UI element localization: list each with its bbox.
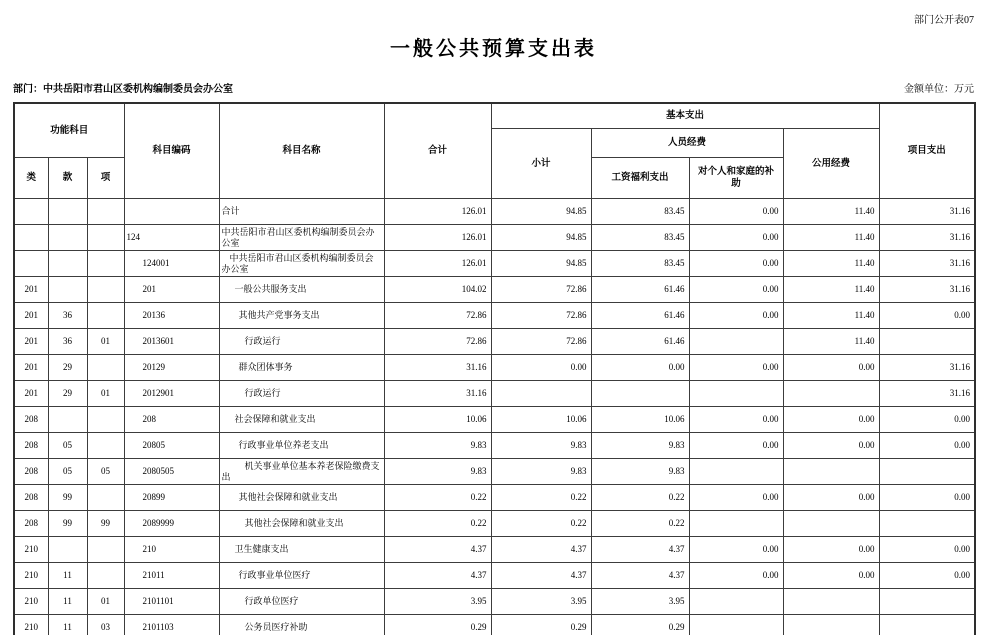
- family-subsidy-cell: [689, 381, 783, 407]
- total-cell: 126.01: [384, 225, 491, 251]
- total-cell: 0.22: [384, 485, 491, 511]
- subject-name-cell: 公务员医疗补助: [219, 615, 384, 635]
- subject-code-cell: 124001: [124, 251, 219, 277]
- salary-welfare-cell: 4.37: [591, 537, 689, 563]
- table-row: [14, 589, 975, 615]
- salary-welfare-cell: 9.83: [591, 433, 689, 459]
- table-header: [14, 103, 975, 199]
- basic-subtotal-cell: 72.86: [491, 303, 591, 329]
- public-funds-cell: 0.00: [783, 537, 879, 563]
- header-basic-expenditure: 基本支出: [491, 103, 879, 129]
- category-cell: 201: [14, 303, 48, 329]
- header-salary-welfare: 工资福利支出: [591, 158, 689, 199]
- item-cell: [87, 225, 124, 251]
- family-subsidy-cell: 0.00: [689, 251, 783, 277]
- page-title: 一般公共预算支出表: [390, 38, 597, 60]
- table-row: [14, 303, 975, 329]
- table-row: [14, 329, 975, 355]
- total-cell: 126.01: [384, 251, 491, 277]
- public-funds-cell: 0.00: [783, 485, 879, 511]
- subject-name-cell: 行政运行: [219, 329, 384, 355]
- public-funds-cell: 11.40: [783, 199, 879, 225]
- table-row: [14, 459, 975, 485]
- subject-name-cell: 行政运行: [219, 381, 384, 407]
- section-cell: [48, 199, 87, 225]
- department-label: 部门：中共岳阳市君山区委机构编制委员会办公室: [13, 84, 233, 95]
- table-row: [14, 511, 975, 537]
- total-cell: 31.16: [384, 381, 491, 407]
- category-cell: [14, 251, 48, 277]
- project-expenditure-cell: [879, 615, 975, 635]
- project-expenditure-cell: 0.00: [879, 563, 975, 589]
- item-cell: [87, 277, 124, 303]
- header-subject-code: 科目编码: [124, 103, 219, 199]
- salary-welfare-cell: 3.95: [591, 589, 689, 615]
- amount-unit-label: 金额单位：万元: [904, 84, 974, 95]
- document-content: [13, 0, 974, 635]
- total-cell: 4.37: [384, 537, 491, 563]
- header-project-expenditure: 项目支出: [879, 103, 975, 199]
- family-subsidy-cell: 0.00: [689, 355, 783, 381]
- subject-name-cell: 其他社会保障和就业支出: [219, 485, 384, 511]
- family-subsidy-cell: 0.00: [689, 277, 783, 303]
- family-subsidy-cell: [689, 511, 783, 537]
- family-subsidy-cell: 0.00: [689, 303, 783, 329]
- subject-code-cell: 2089999: [124, 511, 219, 537]
- doc-number-label: 部门公开表07: [914, 15, 974, 26]
- project-expenditure-cell: [879, 589, 975, 615]
- total-cell: 9.83: [384, 433, 491, 459]
- salary-welfare-cell: 83.45: [591, 251, 689, 277]
- total-cell: 104.02: [384, 277, 491, 303]
- category-cell: 201: [14, 277, 48, 303]
- subject-name-cell: 行政事业单位医疗: [219, 563, 384, 589]
- subject-code-cell: 2101103: [124, 615, 219, 635]
- project-expenditure-cell: [879, 511, 975, 537]
- project-expenditure-cell: 31.16: [879, 381, 975, 407]
- table-row: [14, 407, 975, 433]
- subject-name-cell: 一般公共服务支出: [219, 277, 384, 303]
- category-cell: 208: [14, 433, 48, 459]
- project-expenditure-cell: 0.00: [879, 537, 975, 563]
- subject-code-cell: [124, 199, 219, 225]
- category-cell: [14, 199, 48, 225]
- section-cell: 36: [48, 329, 87, 355]
- section-cell: [48, 225, 87, 251]
- project-expenditure-cell: 31.16: [879, 251, 975, 277]
- category-cell: 210: [14, 563, 48, 589]
- family-subsidy-cell: 0.00: [689, 433, 783, 459]
- family-subsidy-cell: [689, 615, 783, 635]
- public-funds-cell: 0.00: [783, 355, 879, 381]
- basic-subtotal-cell: [491, 381, 591, 407]
- family-subsidy-cell: [689, 329, 783, 355]
- section-cell: 36: [48, 303, 87, 329]
- header-family-subsidies-text: 对个人和家庭的补助: [697, 167, 774, 189]
- item-cell: 99: [87, 511, 124, 537]
- total-cell: 9.83: [384, 459, 491, 485]
- header-subject-name: 科目名称: [219, 103, 384, 199]
- section-cell: 99: [48, 485, 87, 511]
- salary-welfare-cell: 9.83: [591, 459, 689, 485]
- public-funds-cell: 11.40: [783, 277, 879, 303]
- section-cell: 05: [48, 459, 87, 485]
- item-cell: 01: [87, 589, 124, 615]
- basic-subtotal-cell: 9.83: [491, 459, 591, 485]
- project-expenditure-cell: 0.00: [879, 407, 975, 433]
- section-cell: 11: [48, 589, 87, 615]
- subject-code-cell: 2013601: [124, 329, 219, 355]
- public-funds-cell: 0.00: [783, 563, 879, 589]
- subject-code-cell: 201: [124, 277, 219, 303]
- item-cell: [87, 355, 124, 381]
- project-expenditure-cell: 0.00: [879, 433, 975, 459]
- salary-welfare-cell: 0.29: [591, 615, 689, 635]
- section-cell: 99: [48, 511, 87, 537]
- header-public-funds: 公用经费: [783, 129, 879, 199]
- subject-code-cell: 20136: [124, 303, 219, 329]
- category-cell: [14, 225, 48, 251]
- section-cell: [48, 537, 87, 563]
- category-cell: 210: [14, 589, 48, 615]
- salary-welfare-cell: 83.45: [591, 199, 689, 225]
- subject-code-cell: 2101101: [124, 589, 219, 615]
- family-subsidy-cell: 0.00: [689, 407, 783, 433]
- table-row: [14, 433, 975, 459]
- family-subsidy-cell: 0.00: [689, 537, 783, 563]
- table-row: [14, 381, 975, 407]
- category-cell: 210: [14, 615, 48, 635]
- project-expenditure-cell: 31.16: [879, 199, 975, 225]
- item-cell: 01: [87, 329, 124, 355]
- total-cell: 72.86: [384, 303, 491, 329]
- public-funds-cell: [783, 381, 879, 407]
- item-cell: [87, 433, 124, 459]
- salary-welfare-cell: 10.06: [591, 407, 689, 433]
- family-subsidy-cell: 0.00: [689, 485, 783, 511]
- public-funds-cell: [783, 589, 879, 615]
- subject-name-cell: 合计: [219, 199, 384, 225]
- item-cell: [87, 199, 124, 225]
- section-cell: 29: [48, 355, 87, 381]
- project-expenditure-cell: 0.00: [879, 303, 975, 329]
- salary-welfare-cell: 0.22: [591, 485, 689, 511]
- project-expenditure-cell: [879, 329, 975, 355]
- subject-name-cell: 中共岳阳市君山区委机构编制委员会办公室: [219, 225, 384, 251]
- subject-code-cell: 20129: [124, 355, 219, 381]
- public-funds-cell: [783, 459, 879, 485]
- public-funds-cell: 11.40: [783, 303, 879, 329]
- header-subtotal: 小计: [491, 129, 591, 199]
- basic-subtotal-cell: 72.86: [491, 277, 591, 303]
- subject-code-cell: 124: [124, 225, 219, 251]
- project-expenditure-cell: 31.16: [879, 277, 975, 303]
- header-total: 合计: [384, 103, 491, 199]
- salary-welfare-cell: 4.37: [591, 563, 689, 589]
- public-funds-cell: 11.40: [783, 225, 879, 251]
- subject-code-cell: 2012901: [124, 381, 219, 407]
- family-subsidy-cell: 0.00: [689, 563, 783, 589]
- section-cell: [48, 251, 87, 277]
- salary-welfare-cell: [591, 381, 689, 407]
- subject-name-cell: 行政单位医疗: [219, 589, 384, 615]
- table-row: [14, 615, 975, 635]
- header-family-subsidies: [689, 158, 783, 199]
- basic-subtotal-cell: 4.37: [491, 563, 591, 589]
- basic-subtotal-cell: 9.83: [491, 433, 591, 459]
- item-cell: [87, 485, 124, 511]
- section-cell: 05: [48, 433, 87, 459]
- budget-table: [13, 102, 976, 635]
- header-item: 项: [87, 158, 124, 199]
- header-row-1: [14, 103, 975, 129]
- public-funds-cell: 11.40: [783, 251, 879, 277]
- public-funds-cell: 0.00: [783, 433, 879, 459]
- total-cell: 31.16: [384, 355, 491, 381]
- meta-row: [13, 84, 974, 96]
- salary-welfare-cell: 0.22: [591, 511, 689, 537]
- item-cell: [87, 537, 124, 563]
- category-cell: 201: [14, 381, 48, 407]
- basic-subtotal-cell: 72.86: [491, 329, 591, 355]
- category-cell: 208: [14, 485, 48, 511]
- family-subsidy-cell: [689, 459, 783, 485]
- salary-welfare-cell: 61.46: [591, 277, 689, 303]
- subject-code-cell: 20805: [124, 433, 219, 459]
- category-cell: 210: [14, 537, 48, 563]
- header-section: 款: [48, 158, 87, 199]
- salary-welfare-cell: 61.46: [591, 329, 689, 355]
- item-cell: [87, 303, 124, 329]
- basic-subtotal-cell: 0.22: [491, 485, 591, 511]
- basic-subtotal-cell: 0.29: [491, 615, 591, 635]
- header-category: 类: [14, 158, 48, 199]
- item-cell: 03: [87, 615, 124, 635]
- public-funds-cell: [783, 511, 879, 537]
- subject-code-cell: 208: [124, 407, 219, 433]
- salary-welfare-cell: 61.46: [591, 303, 689, 329]
- basic-subtotal-cell: 4.37: [491, 537, 591, 563]
- subject-name-cell: 机关事业单位基本养老保险缴费支出: [219, 459, 384, 485]
- total-cell: 3.95: [384, 589, 491, 615]
- salary-welfare-cell: 0.00: [591, 355, 689, 381]
- total-cell: 0.29: [384, 615, 491, 635]
- table-row: [14, 355, 975, 381]
- basic-subtotal-cell: 94.85: [491, 251, 591, 277]
- table-row: [14, 563, 975, 589]
- category-cell: 201: [14, 329, 48, 355]
- category-cell: 201: [14, 355, 48, 381]
- total-cell: 0.22: [384, 511, 491, 537]
- project-expenditure-cell: [879, 459, 975, 485]
- total-cell: 126.01: [384, 199, 491, 225]
- item-cell: [87, 563, 124, 589]
- subject-name-cell: 其他社会保障和就业支出: [219, 511, 384, 537]
- section-cell: 11: [48, 615, 87, 635]
- table-row: [14, 277, 975, 303]
- salary-welfare-cell: 83.45: [591, 225, 689, 251]
- subject-code-cell: 210: [124, 537, 219, 563]
- subject-name-cell: 中共岳阳市君山区委机构编制委员会办公室: [219, 251, 384, 277]
- family-subsidy-cell: [689, 589, 783, 615]
- category-cell: 208: [14, 459, 48, 485]
- project-expenditure-cell: 0.00: [879, 485, 975, 511]
- total-cell: 72.86: [384, 329, 491, 355]
- category-cell: 208: [14, 407, 48, 433]
- item-cell: 01: [87, 381, 124, 407]
- basic-subtotal-cell: 94.85: [491, 225, 591, 251]
- total-cell: 4.37: [384, 563, 491, 589]
- project-expenditure-cell: 31.16: [879, 225, 975, 251]
- table-row: [14, 485, 975, 511]
- section-cell: 29: [48, 381, 87, 407]
- basic-subtotal-cell: 3.95: [491, 589, 591, 615]
- basic-subtotal-cell: 10.06: [491, 407, 591, 433]
- family-subsidy-cell: 0.00: [689, 225, 783, 251]
- header-personnel-expenses: 人员经费: [591, 129, 783, 158]
- public-funds-cell: 0.00: [783, 407, 879, 433]
- project-expenditure-cell: 31.16: [879, 355, 975, 381]
- table-row: [14, 537, 975, 563]
- basic-subtotal-cell: 0.00: [491, 355, 591, 381]
- section-cell: 11: [48, 563, 87, 589]
- subject-code-cell: 2080505: [124, 459, 219, 485]
- public-funds-cell: [783, 615, 879, 635]
- item-cell: [87, 407, 124, 433]
- basic-subtotal-cell: 0.22: [491, 511, 591, 537]
- subject-name-cell: 社会保障和就业支出: [219, 407, 384, 433]
- table-body: [14, 199, 975, 635]
- category-cell: 208: [14, 511, 48, 537]
- basic-subtotal-cell: 94.85: [491, 199, 591, 225]
- public-funds-cell: 11.40: [783, 329, 879, 355]
- item-cell: 05: [87, 459, 124, 485]
- section-cell: [48, 407, 87, 433]
- table-row: [14, 225, 975, 251]
- header-functional-subject: 功能科目: [14, 103, 124, 158]
- table-row: [14, 199, 975, 225]
- subject-name-cell: 卫生健康支出: [219, 537, 384, 563]
- table-row: [14, 251, 975, 277]
- section-cell: [48, 277, 87, 303]
- subject-code-cell: 21011: [124, 563, 219, 589]
- subject-name-cell: 行政事业单位养老支出: [219, 433, 384, 459]
- total-cell: 10.06: [384, 407, 491, 433]
- subject-name-cell: 其他共产党事务支出: [219, 303, 384, 329]
- family-subsidy-cell: 0.00: [689, 199, 783, 225]
- subject-name-cell: 群众团体事务: [219, 355, 384, 381]
- item-cell: [87, 251, 124, 277]
- subject-code-cell: 20899: [124, 485, 219, 511]
